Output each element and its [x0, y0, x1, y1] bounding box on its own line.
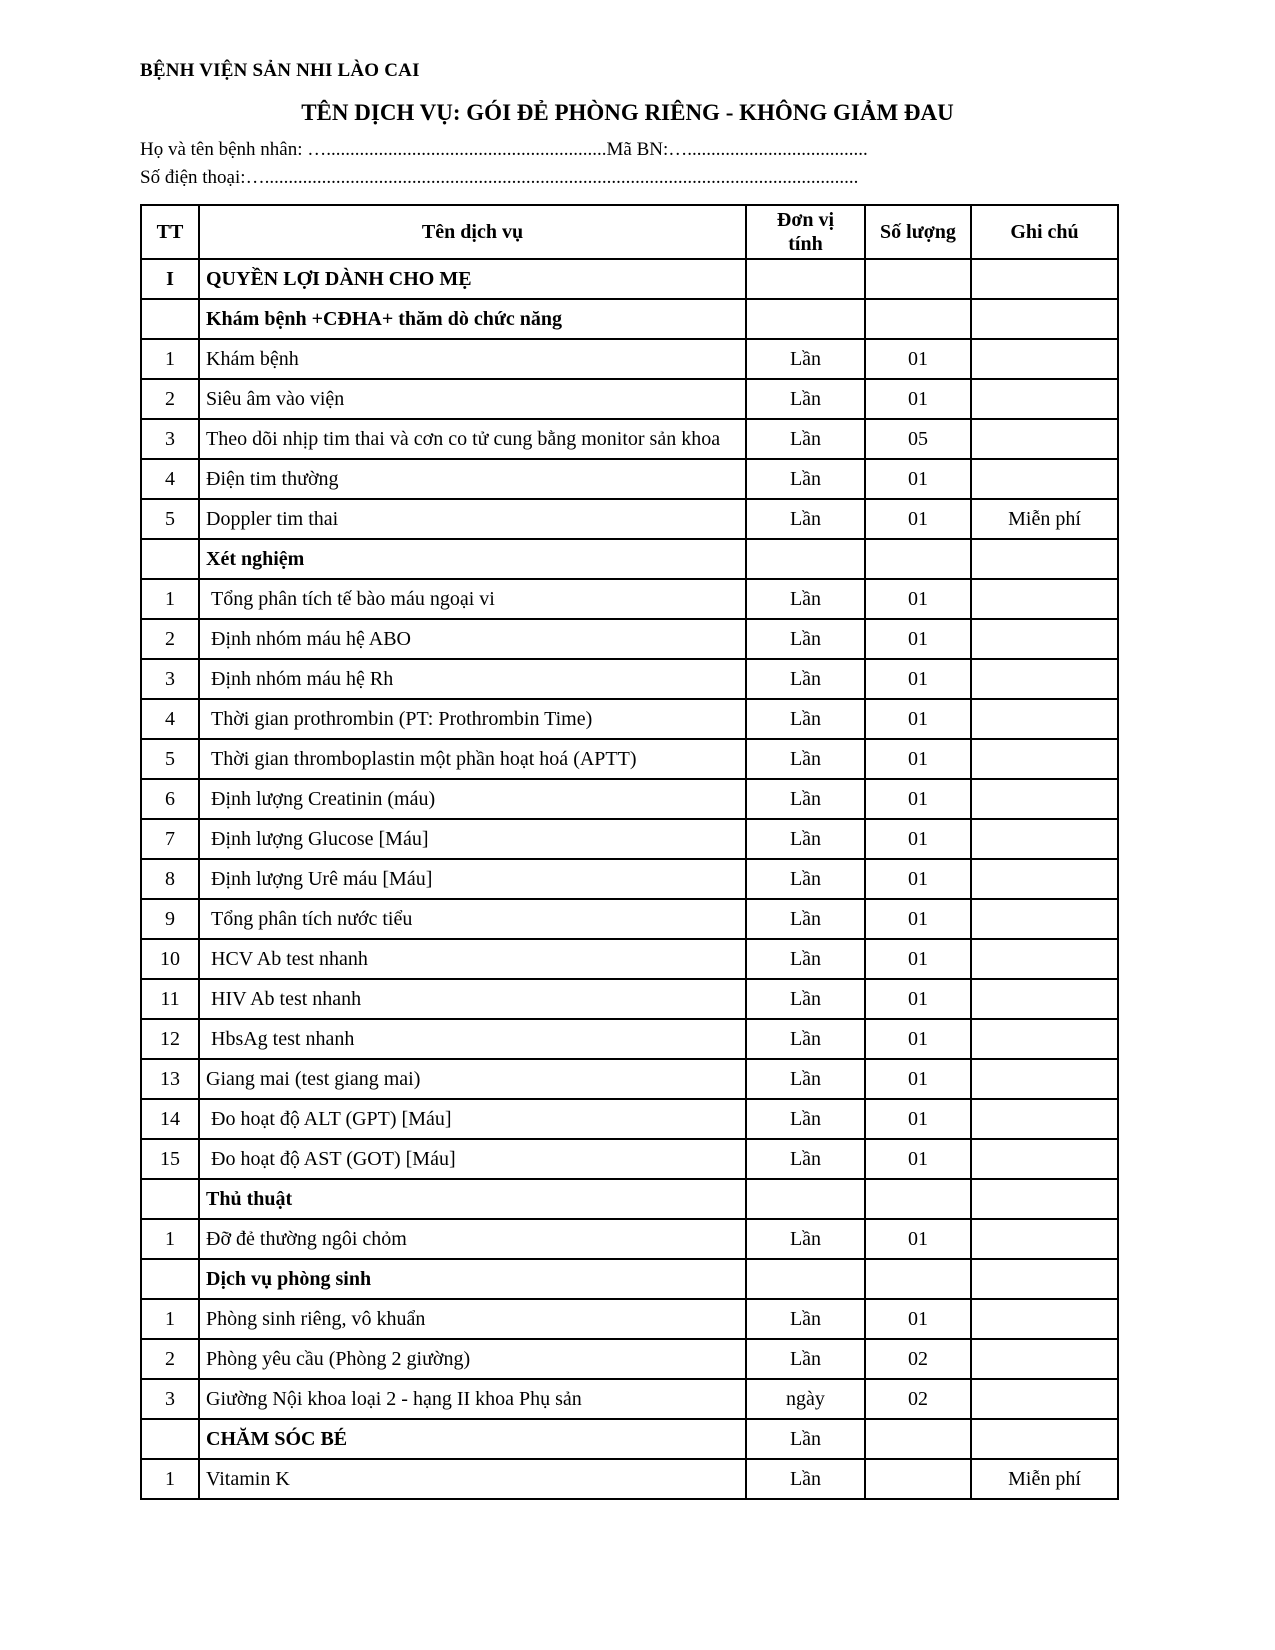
cell-qty: 01	[865, 619, 971, 659]
table-row	[141, 939, 1118, 979]
cell-qty: 01	[865, 379, 971, 419]
table-row	[141, 1419, 1118, 1459]
cell-name: HCV Ab test nhanh	[199, 939, 746, 979]
cell-tt	[141, 299, 199, 339]
table-row	[141, 1099, 1118, 1139]
cell-name: Điện tim thường	[199, 459, 746, 499]
cell-name: HbsAg test nhanh	[199, 1019, 746, 1059]
patient-name-dotted-blank: …...........................................................	[307, 139, 607, 160]
table-row	[141, 499, 1118, 539]
cell-qty: 01	[865, 739, 971, 779]
table-row	[141, 819, 1118, 859]
cell-qty	[865, 1259, 971, 1299]
table-row	[141, 539, 1118, 579]
cell-note	[971, 1219, 1118, 1259]
table-row	[141, 299, 1118, 339]
cell-qty: 01	[865, 699, 971, 739]
table-row	[141, 699, 1118, 739]
cell-name: Thời gian prothrombin (PT: Prothrombin Time)	[199, 699, 746, 739]
cell-name: Định lượng Glucose [Máu]	[199, 819, 746, 859]
cell-tt: 1	[141, 1299, 199, 1339]
cell-name: Khám bệnh	[199, 339, 746, 379]
cell-note	[971, 419, 1118, 459]
table-row	[141, 419, 1118, 459]
cell-unit	[746, 539, 865, 579]
cell-qty: 01	[865, 499, 971, 539]
cell-unit: Lần	[746, 1019, 865, 1059]
cell-name: Vitamin K	[199, 1459, 746, 1499]
cell-unit: Lần	[746, 1339, 865, 1379]
patient-code-label: Mã BN:	[606, 139, 669, 160]
cell-unit: Lần	[746, 939, 865, 979]
cell-qty: 01	[865, 1059, 971, 1099]
cell-note	[971, 1179, 1118, 1219]
cell-note	[971, 1059, 1118, 1099]
patient-name-label: Họ và tên bệnh nhân:	[140, 139, 308, 160]
cell-unit: Lần	[746, 1299, 865, 1339]
cell-tt: 4	[141, 459, 199, 499]
cell-unit: Lần	[746, 979, 865, 1019]
cell-name: Theo dõi nhịp tim thai và cơn co tử cung bằng monitor sản khoa	[199, 419, 746, 459]
cell-name: Định nhóm máu hệ Rh	[199, 659, 746, 699]
cell-tt: 12	[141, 1019, 199, 1059]
cell-note	[971, 539, 1118, 579]
cell-name: Thời gian thromboplastin một phần hoạt hoá (APTT)	[199, 739, 746, 779]
cell-note: Miễn phí	[971, 499, 1118, 539]
cell-tt: 8	[141, 859, 199, 899]
patient-code-dotted-blank: …......................................	[668, 139, 868, 160]
table-row	[141, 459, 1118, 499]
table-header-row	[141, 205, 1118, 259]
cell-qty	[865, 1459, 971, 1499]
cell-note	[971, 1339, 1118, 1379]
cell-unit	[746, 259, 865, 299]
cell-unit: Lần	[746, 859, 865, 899]
cell-note	[971, 659, 1118, 699]
cell-unit	[746, 1179, 865, 1219]
cell-unit: Lần	[746, 579, 865, 619]
cell-tt: 1	[141, 1459, 199, 1499]
cell-note	[971, 1259, 1118, 1299]
cell-qty: 01	[865, 779, 971, 819]
cell-name: Định lượng Urê máu [Máu]	[199, 859, 746, 899]
cell-note	[971, 899, 1118, 939]
cell-qty: 01	[865, 939, 971, 979]
cell-qty: 01	[865, 979, 971, 1019]
cell-name: Siêu âm vào viện	[199, 379, 746, 419]
cell-tt: 1	[141, 1219, 199, 1259]
table-row	[141, 1379, 1118, 1419]
cell-tt: I	[141, 259, 199, 299]
cell-qty: 01	[865, 1139, 971, 1179]
table-row	[141, 1259, 1118, 1299]
table-row	[141, 1179, 1118, 1219]
cell-tt: 13	[141, 1059, 199, 1099]
cell-tt: 5	[141, 499, 199, 539]
cell-tt: 1	[141, 579, 199, 619]
cell-note	[971, 979, 1118, 1019]
cell-tt: 4	[141, 699, 199, 739]
cell-qty: 02	[865, 1339, 971, 1379]
table-row	[141, 979, 1118, 1019]
cell-tt: 9	[141, 899, 199, 939]
table-row	[141, 1019, 1118, 1059]
cell-name: CHĂM SÓC BÉ	[199, 1419, 746, 1459]
cell-note	[971, 859, 1118, 899]
cell-note	[971, 379, 1118, 419]
table-row	[141, 779, 1118, 819]
cell-qty	[865, 539, 971, 579]
cell-qty	[865, 259, 971, 299]
cell-tt: 3	[141, 419, 199, 459]
cell-note	[971, 299, 1118, 339]
table-row	[141, 1459, 1118, 1499]
cell-tt: 3	[141, 659, 199, 699]
cell-name: Khám bệnh +CĐHA+ thăm dò chức năng	[199, 299, 746, 339]
cell-note	[971, 1419, 1118, 1459]
column-header-quantity: Số lượng	[865, 205, 971, 259]
cell-tt: 5	[141, 739, 199, 779]
cell-name: Dịch vụ phòng sinh	[199, 1259, 746, 1299]
cell-qty: 01	[865, 899, 971, 939]
cell-tt: 7	[141, 819, 199, 859]
cell-unit	[746, 1259, 865, 1299]
cell-qty	[865, 299, 971, 339]
table-row	[141, 1219, 1118, 1259]
cell-name: HIV Ab test nhanh	[199, 979, 746, 1019]
column-header-unit: Đơn vị tính	[746, 205, 865, 259]
cell-tt: 15	[141, 1139, 199, 1179]
cell-name: Phòng yêu cầu (Phòng 2 giường)	[199, 1339, 746, 1379]
phone-label: Số điện thoại:	[140, 167, 246, 188]
cell-note	[971, 259, 1118, 299]
cell-unit: Lần	[746, 1099, 865, 1139]
cell-note	[971, 1099, 1118, 1139]
cell-tt: 11	[141, 979, 199, 1019]
cell-unit	[746, 299, 865, 339]
column-header-tt: TT	[141, 205, 199, 259]
cell-unit: Lần	[746, 419, 865, 459]
cell-unit: Lần	[746, 1219, 865, 1259]
cell-unit: Lần	[746, 1419, 865, 1459]
cell-name: Đo hoạt độ AST (GOT) [Máu]	[199, 1139, 746, 1179]
table-row	[141, 899, 1118, 939]
cell-tt: 6	[141, 779, 199, 819]
cell-qty: 01	[865, 1019, 971, 1059]
cell-qty: 01	[865, 1219, 971, 1259]
cell-name: Xét nghiệm	[199, 539, 746, 579]
cell-name: Đỡ đẻ thường ngôi chỏm	[199, 1219, 746, 1259]
cell-name: Định nhóm máu hệ ABO	[199, 619, 746, 659]
table-row	[141, 579, 1118, 619]
table-row	[141, 1059, 1118, 1099]
cell-tt	[141, 1259, 199, 1299]
cell-name: Định lượng Creatinin (máu)	[199, 779, 746, 819]
hospital-name: BỆNH VIỆN SẢN NHI LÀO CAI	[140, 60, 420, 81]
table-row	[141, 739, 1118, 779]
cell-name: Đo hoạt độ ALT (GPT) [Máu]	[199, 1099, 746, 1139]
cell-qty: 02	[865, 1379, 971, 1419]
cell-note	[971, 1139, 1118, 1179]
cell-qty: 01	[865, 1099, 971, 1139]
table-row	[141, 339, 1118, 379]
page-title: TÊN DỊCH VỤ: GÓI ĐẺ PHÒNG RIÊNG - KHÔNG GIẢM ĐAU	[301, 100, 954, 125]
table-row	[141, 619, 1118, 659]
table-row	[141, 859, 1118, 899]
cell-unit: Lần	[746, 899, 865, 939]
column-header-service-name: Tên dịch vụ	[199, 205, 746, 259]
table-row	[141, 659, 1118, 699]
table-row	[141, 1299, 1118, 1339]
cell-name: QUYỀN LỢI DÀNH CHO MẸ	[199, 259, 746, 299]
cell-tt	[141, 1179, 199, 1219]
service-table-body	[141, 259, 1118, 1499]
cell-qty	[865, 1419, 971, 1459]
cell-qty	[865, 1179, 971, 1219]
cell-unit: Lần	[746, 339, 865, 379]
cell-qty: 01	[865, 659, 971, 699]
cell-unit: Lần	[746, 739, 865, 779]
phone-dotted-blank: ….............................................................................................................................	[245, 167, 859, 188]
cell-tt	[141, 539, 199, 579]
cell-name: Thủ thuật	[199, 1179, 746, 1219]
cell-name: Tổng phân tích nước tiểu	[199, 899, 746, 939]
cell-qty: 01	[865, 339, 971, 379]
cell-qty: 05	[865, 419, 971, 459]
cell-unit: Lần	[746, 379, 865, 419]
cell-note	[971, 579, 1118, 619]
cell-tt: 1	[141, 339, 199, 379]
cell-note	[971, 619, 1118, 659]
cell-unit: Lần	[746, 699, 865, 739]
cell-qty: 01	[865, 819, 971, 859]
cell-unit: Lần	[746, 619, 865, 659]
cell-unit: Lần	[746, 819, 865, 859]
cell-unit: Lần	[746, 1459, 865, 1499]
cell-note	[971, 819, 1118, 859]
cell-note	[971, 1299, 1118, 1339]
patient-name-line	[140, 136, 1115, 164]
service-table	[140, 204, 1119, 1500]
cell-unit: Lần	[746, 499, 865, 539]
table-row	[141, 259, 1118, 299]
cell-tt: 10	[141, 939, 199, 979]
cell-note	[971, 1379, 1118, 1419]
cell-tt: 2	[141, 619, 199, 659]
cell-note	[971, 339, 1118, 379]
table-row	[141, 1339, 1118, 1379]
cell-note	[971, 459, 1118, 499]
cell-note	[971, 939, 1118, 979]
cell-tt: 2	[141, 1339, 199, 1379]
cell-unit: Lần	[746, 659, 865, 699]
cell-name: Giường Nội khoa loại 2 - hạng II khoa Phụ sản	[199, 1379, 746, 1419]
cell-note	[971, 779, 1118, 819]
cell-name: Doppler tim thai	[199, 499, 746, 539]
cell-unit: ngày	[746, 1379, 865, 1419]
cell-name: Tổng phân tích tế bào máu ngoại vi	[199, 579, 746, 619]
cell-tt: 2	[141, 379, 199, 419]
cell-note: Miễn phí	[971, 1459, 1118, 1499]
cell-note	[971, 739, 1118, 779]
cell-unit: Lần	[746, 779, 865, 819]
cell-note	[971, 699, 1118, 739]
cell-unit: Lần	[746, 1139, 865, 1179]
cell-note	[971, 1019, 1118, 1059]
cell-qty: 01	[865, 459, 971, 499]
cell-qty: 01	[865, 859, 971, 899]
cell-qty: 01	[865, 1299, 971, 1339]
cell-name: Phòng sinh riêng, vô khuẩn	[199, 1299, 746, 1339]
cell-tt: 14	[141, 1099, 199, 1139]
cell-unit: Lần	[746, 1059, 865, 1099]
column-header-note: Ghi chú	[971, 205, 1118, 259]
table-row	[141, 1139, 1118, 1179]
cell-tt: 3	[141, 1379, 199, 1419]
cell-tt	[141, 1419, 199, 1459]
cell-qty: 01	[865, 579, 971, 619]
table-row	[141, 379, 1118, 419]
cell-unit: Lần	[746, 459, 865, 499]
cell-name: Giang mai (test giang mai)	[199, 1059, 746, 1099]
phone-line	[140, 164, 1115, 192]
